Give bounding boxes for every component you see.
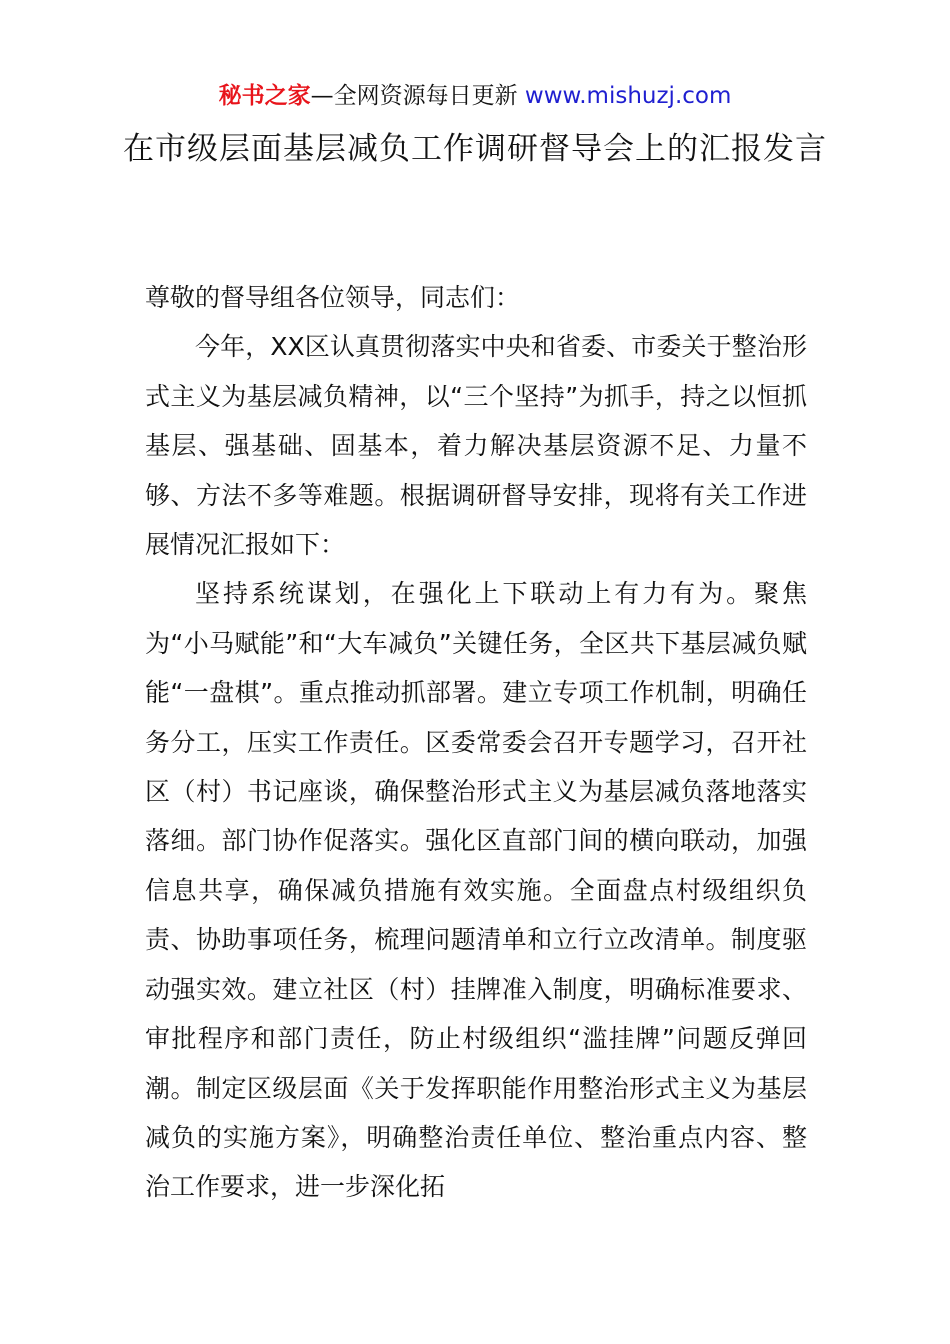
site-header (0, 80, 950, 112)
paragraph-system-planning: 坚持系统谋划，在强化上下联动上有力有为。聚焦为“小马赋能”和“大车减负”关键任务，全区共下基层减负赋能“一盘棋”。重点推动抓部署。建立专项工作机制，明确任务分工，压实工作责任。区委常委会召开专题学习，召开社区（村）书记座谈，确保整治形式主义为基层减负落地落实落细。部门协作促落实。强化区直部门间的横向联动，加强信息共享，确保减负措施有效实施。全面盘点村级组织负责、协助事项任务，梳理问题清单和立行立改清单。制度驱动强实效。建立社区（村）挂牌准入制度，明确标准要求、审批程序和部门责任，防止村级组织“滥挂牌”问题反弹回潮。制定区级层面《关于发挥职能作用整治形式主义为基层减负的实施方案》，明确整治责任单位、整治重点内容、整治工作要求，进一步深化拓 (145, 579, 807, 1202)
document-title: 在市级层面基层减负工作调研督导会上的汇报发言 (123, 131, 827, 167)
paragraph-intro: 今年，XX区认真贯彻落实中央和省委、市委关于整治形式主义为基层减负精神，以“三个坚持”为抓手，持之以恒抓基层、强基础、固基本，着力解决基层资源不足、力量不够、方法不多等难题。根据调研督导安排，现将有关工作进展情况汇报如下： (145, 332, 807, 560)
site-url-link[interactable]: www.mishuzj.com (524, 83, 732, 109)
document-body (145, 273, 807, 1212)
salutation: 尊敬的督导组各位领导，同志们： (145, 283, 521, 312)
site-tagline: —全网资源每日更新 (310, 83, 525, 109)
site-brand: 秘书之家 (218, 83, 311, 109)
